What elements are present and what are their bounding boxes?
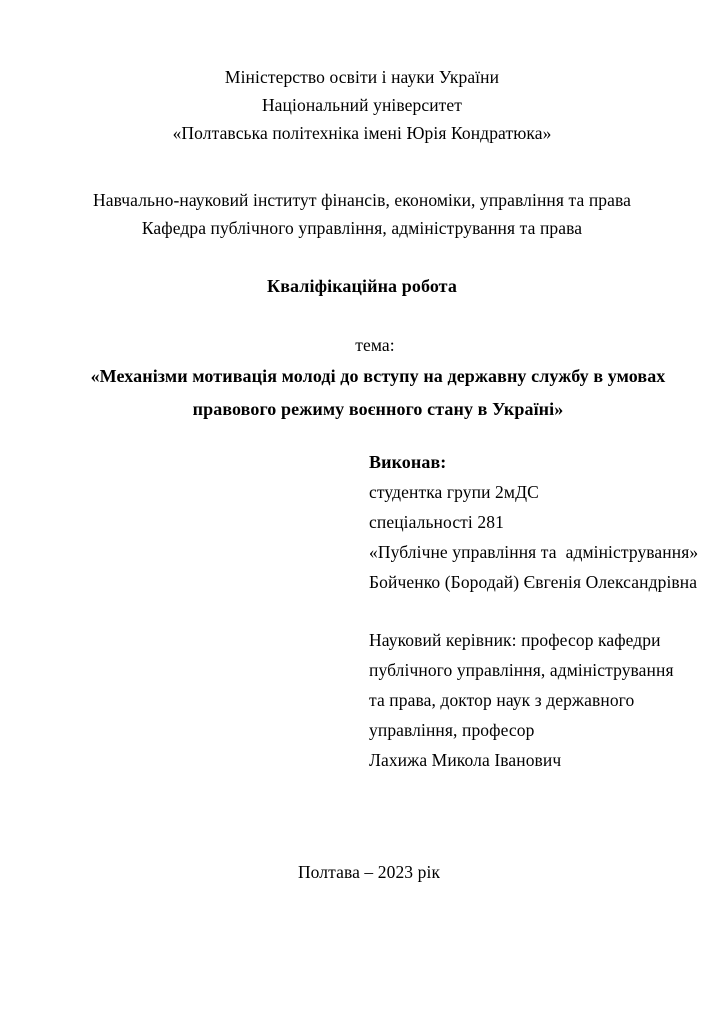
university-type-line: Національний університет — [261, 95, 463, 115]
university-name-line: «Полтавська політехніка імені Юрія Кондратюка» — [172, 123, 552, 143]
place-and-year: Полтава – 2023 рік — [297, 862, 441, 882]
ministry-line: Міністерство освіти і науки України — [224, 67, 500, 87]
department-line: Кафедра публічного управління, адміністрування та права — [141, 218, 583, 238]
work-type-section — [0, 272, 724, 300]
author-heading: Виконав: — [369, 452, 447, 472]
author-full-name: Бойченко (Бородай) Євгенія Олександрівна — [369, 572, 698, 592]
thesis-title-line-1: «Механізми мотивація молоді до вступу на державну службу в умовах — [90, 366, 666, 386]
supervisor-line-3: та права, доктор наук з державного — [369, 690, 635, 710]
faculty-header — [0, 186, 724, 242]
supervisor-full-name: Лахижа Микола Іванович — [369, 750, 562, 770]
theme-label-section — [0, 331, 724, 359]
author-block — [369, 447, 709, 597]
supervisor-line-1: Науковий керівник: професор кафедри — [369, 630, 661, 650]
work-type-label: Кваліфікаційна робота — [267, 276, 457, 296]
theme-label: тема: — [355, 335, 395, 355]
author-specialty-code: спеціальності 281 — [369, 512, 504, 532]
institute-line: Навчально-науковий інститут фінансів, економіки, управління та права — [92, 190, 631, 210]
supervisor-line-4: управління, професор — [369, 720, 535, 740]
author-group: студентка групи 2мДС — [369, 482, 539, 502]
institution-header — [0, 63, 724, 147]
thesis-title-line-2: правового режиму воєнного стану в Україні» — [192, 399, 564, 419]
supervisor-block — [369, 625, 709, 775]
footer — [0, 858, 724, 886]
author-specialty-name: «Публічне управління та адміністрування» — [369, 542, 699, 562]
supervisor-line-2: публічного управління, адміністрування — [369, 660, 674, 680]
thesis-title — [60, 360, 696, 426]
